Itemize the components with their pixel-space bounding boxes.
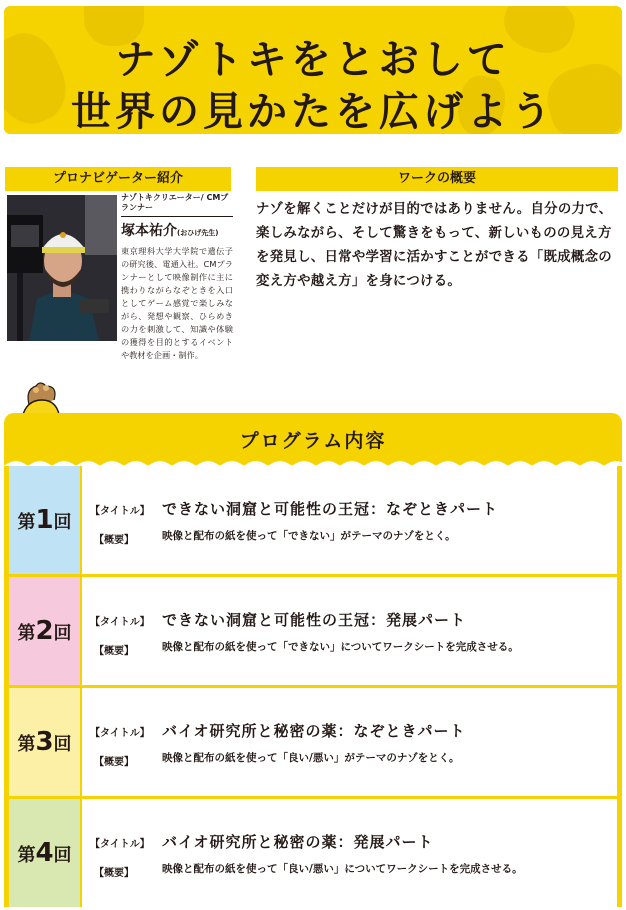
page-title-line2: 世界の見かたを広げよう: [71, 89, 555, 134]
title-tag: 【タイトル】: [90, 506, 150, 517]
session-summary: 映像と配布の紙を使って「できない」がテーマのナゾをとく。: [162, 530, 456, 542]
summary-tag: 【概要】: [94, 868, 134, 879]
overview-body: ナゾを解くことだけが目的ではありません。自分の力で、楽しみながら、そして驚きをもって、新しいものの見え方を発見し、日常や学習に活かすことができる「既成概念の変え方や越え方」を身につける。: [256, 202, 613, 289]
page-title-line1: ナゾトキをとおして: [115, 37, 511, 83]
overview-heading: ワークの概要: [256, 167, 618, 191]
session-summary: 映像と配布の紙を使って「良い/悪い」がテーマのナゾをとく。: [162, 752, 460, 764]
session-detail: [82, 577, 617, 685]
session-number: 第4回: [9, 799, 80, 907]
session-number: 第3回: [9, 688, 80, 796]
summary-tag: 【概要】: [94, 646, 134, 657]
program-heading: プログラム内容: [4, 413, 622, 465]
session-title: バイオ研究所と秘密の薬：発展パート: [162, 833, 434, 851]
session-summary: 映像と配布の紙を使って「できない」についてワークシートを完成させる。: [162, 641, 519, 653]
session-number: 第1回: [9, 466, 80, 574]
session-title: できない洞窟と可能性の王冠：なぞときパート: [162, 500, 499, 518]
navigator-name: 塚本祐介: [121, 223, 177, 239]
title-banner: [4, 6, 622, 134]
program-row: [9, 466, 617, 574]
session-detail: [82, 799, 617, 907]
navigator-role: ナゾトキクリエーター/ CMプランナー: [121, 193, 229, 212]
summary-tag: 【概要】: [94, 757, 134, 768]
navigator-bio: 東京理科大学大学院で遺伝子の研究後、電通入社。CMプランナーとして映像制作に主に携わりながらなぞときを入口としてゲーム感覚で楽しみながら、発想や観察、ひらめきの力を刺激して、知識や体験の獲得を目的とするイベントや教材を企画・制作。: [121, 246, 233, 360]
program-row: [9, 688, 617, 796]
navigator-profile: [121, 193, 233, 362]
session-number: 第2回: [9, 577, 80, 685]
session-title: バイオ研究所と秘密の薬：なぞときパート: [162, 722, 466, 740]
navigator-heading: プロナビゲーター紹介: [5, 167, 231, 191]
session-title: できない洞窟と可能性の王冠：発展パート: [162, 611, 467, 629]
program-row: [9, 799, 617, 907]
navigator-photo: [7, 195, 117, 341]
session-detail: [82, 688, 617, 796]
title-tag: 【タイトル】: [90, 839, 150, 850]
navigator-nickname: (おひげ先生): [177, 229, 219, 237]
navigator-name-row: [121, 216, 233, 240]
summary-tag: 【概要】: [94, 535, 134, 546]
session-detail: [82, 466, 617, 574]
program-row: [9, 577, 617, 685]
session-summary: 映像と配布の紙を使って「良い/悪い」についてワークシートを完成させる。: [162, 863, 523, 875]
title-tag: 【タイトル】: [90, 617, 150, 628]
title-tag: 【タイトル】: [90, 728, 150, 739]
program-table: [4, 466, 622, 907]
